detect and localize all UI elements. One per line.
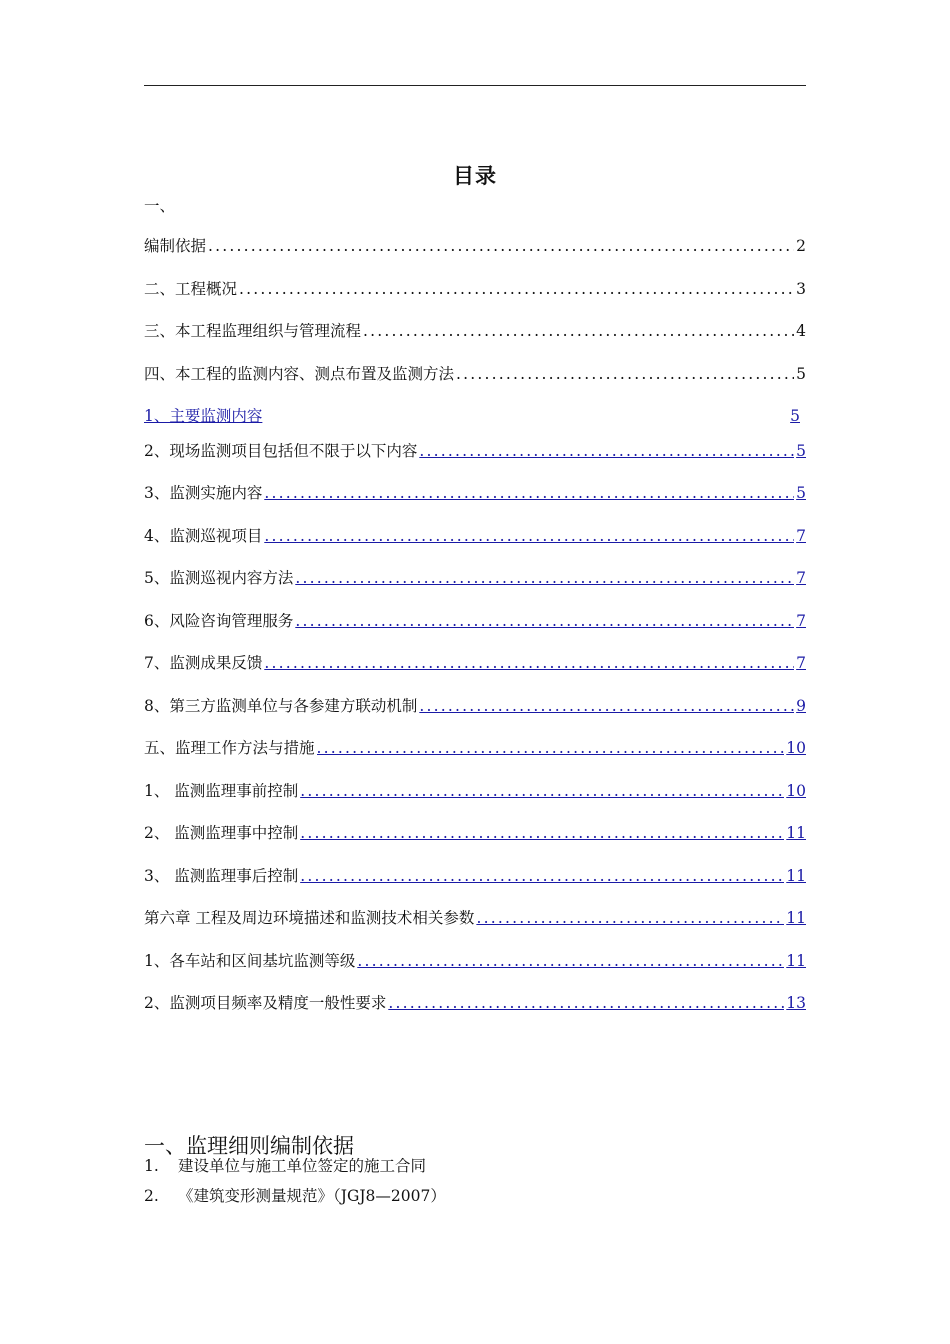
list-item — [144, 1184, 446, 1208]
toc-leader-dots — [295, 565, 794, 591]
toc-leader-dots — [239, 276, 794, 302]
list-item-text: 建设单位与施工单位签定的施工合同 — [178, 1157, 427, 1175]
toc-entry-link[interactable] — [144, 480, 806, 506]
toc-entry[interactable] — [144, 361, 806, 387]
toc-leader-dots — [317, 735, 785, 761]
toc-entry-text: 5、监测巡视内容方法 — [144, 569, 294, 587]
toc-page-number: 3 — [796, 280, 806, 298]
toc-leader-dots — [264, 523, 794, 549]
toc-leader-dots — [264, 480, 794, 506]
toc-page-number: 5 — [796, 365, 806, 383]
toc-page-number: 4 — [796, 322, 806, 340]
toc-leader-dots — [357, 948, 784, 974]
toc-entry[interactable] — [144, 233, 806, 259]
header-rule — [144, 85, 806, 86]
toc-entry-text: 3、 监测监理事后控制 — [144, 867, 299, 885]
toc-entry-text: 二、工程概况 — [144, 280, 238, 298]
toc-page-number: 7 — [796, 654, 806, 672]
list-item-text: 《建筑变形测量规范》（JGJ8—2007） — [178, 1187, 446, 1205]
toc-entry-link[interactable] — [144, 523, 806, 549]
toc-entry[interactable] — [144, 318, 806, 344]
toc-entry-link[interactable] — [144, 565, 806, 591]
toc-leader-dots — [388, 990, 784, 1016]
toc-entry[interactable] — [144, 276, 806, 302]
toc-leader-dots — [295, 608, 794, 634]
toc-leader-dots — [264, 650, 794, 676]
toc-leader-dots — [456, 361, 794, 387]
toc-page-number: 10 — [786, 739, 806, 757]
toc-entry-text: 2、现场监测项目包括但不限于以下内容 — [144, 442, 418, 460]
list-item-number: 1. — [144, 1157, 159, 1175]
toc-leader-dots — [419, 438, 794, 464]
toc-page-number: 5 — [796, 484, 806, 502]
toc-page-number: 11 — [786, 909, 806, 927]
toc-entry-link[interactable] — [144, 438, 806, 464]
toc-entry-link[interactable] — [144, 905, 806, 931]
toc-entry-link[interactable] — [144, 403, 806, 429]
toc-page-number: 9 — [796, 697, 806, 715]
toc-page-number: 7 — [796, 569, 806, 587]
toc-entry-link[interactable] — [144, 948, 806, 974]
toc-leader-dots — [300, 863, 784, 889]
toc-leader-dots — [300, 820, 784, 846]
toc-entry-text: 1、各车站和区间基坑监测等级 — [144, 952, 356, 970]
toc-leader-dots — [208, 233, 794, 259]
toc-entry-link[interactable] — [144, 735, 806, 761]
section-heading: 一、监理细则编制依据 — [144, 1134, 354, 1158]
toc-page-number: 11 — [786, 824, 806, 842]
toc-entry-text: 第六章 工程及周边环境描述和监测技术相关参数 — [144, 909, 475, 927]
toc-page-number: 2 — [796, 237, 806, 255]
toc-page-number: 11 — [786, 952, 806, 970]
toc-entry-link[interactable] — [144, 693, 806, 719]
toc-entry-link[interactable] — [144, 820, 806, 846]
toc-entry-link[interactable] — [144, 863, 806, 889]
toc-entry-text: 6、风险咨询管理服务 — [144, 612, 294, 630]
toc-page-number: 5 — [790, 407, 800, 425]
toc-page-number: 13 — [786, 994, 806, 1012]
toc-entry-text: 2、监测项目频率及精度一般性要求 — [144, 994, 387, 1012]
toc-entry-text: 1、 监测监理事前控制 — [144, 782, 299, 800]
toc-entry-text: 7、监测成果反馈 — [144, 654, 263, 672]
toc-leader-dots — [300, 778, 784, 804]
toc-entry-text: 2、 监测监理事中控制 — [144, 824, 299, 842]
toc-entry-text: 4、监测巡视项目 — [144, 527, 263, 545]
list-item-number: 2. — [144, 1187, 159, 1205]
toc-entry-text: 五、监理工作方法与措施 — [144, 739, 315, 757]
toc-entry-link[interactable] — [144, 608, 806, 634]
toc-leader-dots — [476, 905, 784, 931]
toc-entry-link[interactable] — [144, 650, 806, 676]
list-item — [144, 1154, 426, 1178]
toc-page-number: 11 — [786, 867, 806, 885]
toc-page-number: 7 — [796, 612, 806, 630]
toc-entry-text: 四、本工程的监测内容、测点布置及监测方法 — [144, 365, 455, 383]
toc-entry-link[interactable] — [144, 990, 806, 1016]
toc-leader-dots — [363, 318, 794, 344]
toc-title: 目录 — [453, 164, 497, 188]
toc-entry-text: 编制依据 — [144, 237, 207, 255]
toc-first-marker: 一、 — [144, 197, 176, 215]
toc-entry-text: 1、主要监测内容 — [144, 407, 263, 425]
toc-entry-text: 三、本工程监理组织与管理流程 — [144, 322, 362, 340]
toc-page-number: 7 — [796, 527, 806, 545]
toc-leader-dots — [419, 693, 794, 719]
toc-page-number: 10 — [786, 782, 806, 800]
toc-entry-link[interactable] — [144, 778, 806, 804]
toc-entry-text: 8、第三方监测单位与各参建方联动机制 — [144, 697, 418, 715]
toc-entry-text: 3、监测实施内容 — [144, 484, 263, 502]
toc-page-number: 5 — [796, 442, 806, 460]
